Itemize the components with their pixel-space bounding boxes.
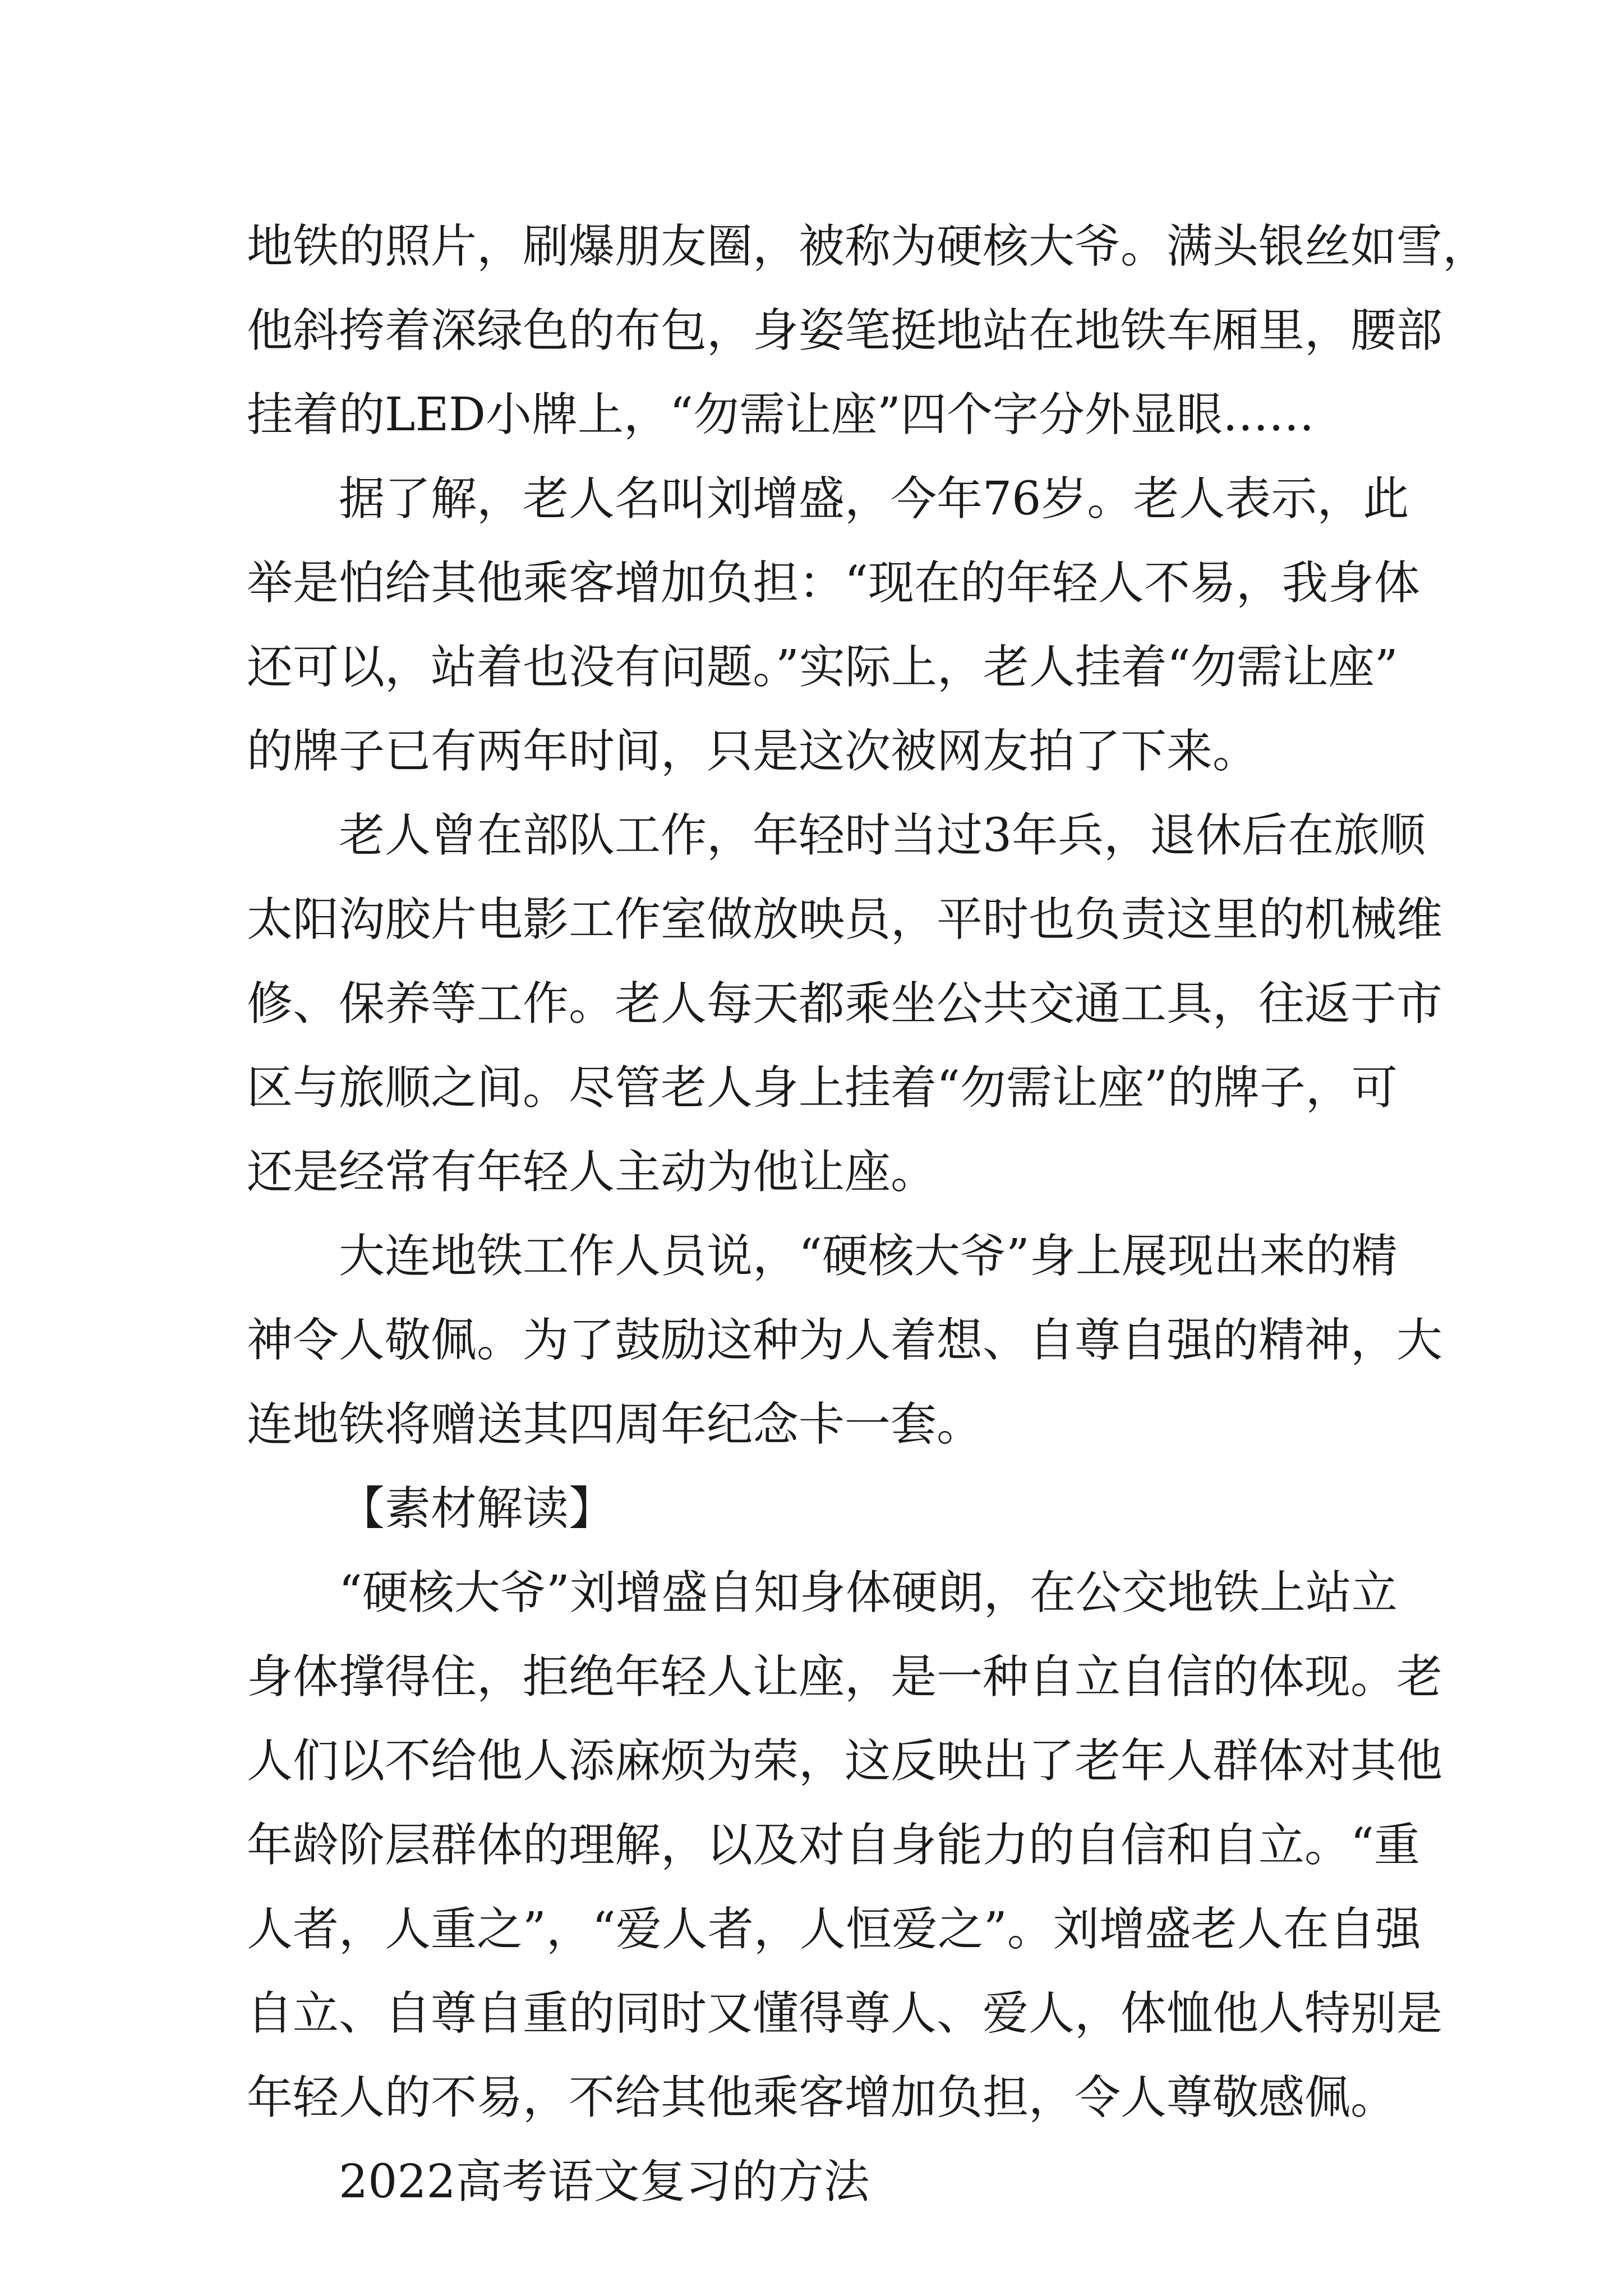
text-line: 还可以，站着也没有问题。”实际上，老人挂着“勿需让座” bbox=[247, 641, 1398, 694]
text-line: 地铁的照片，刷爆朋友圈，被称为硬核大爷。满头银丝如雪， bbox=[247, 220, 1489, 273]
paragraph bbox=[247, 1551, 1443, 2140]
document-body bbox=[247, 205, 1489, 2224]
text-line: “硬核大爷”刘增盛自知身体硬朗，在公交地铁上站立 bbox=[339, 1566, 1398, 1619]
section-heading bbox=[247, 1467, 1391, 1551]
text-line: 连地铁将赠送其四周年纪念卡一套。 bbox=[247, 1398, 983, 1451]
text-line: 人者，人重之”，“爱人者，人恒爱之”。刘增盛老人在自强 bbox=[247, 1903, 1421, 1956]
text-line: 的牌子已有两年时间，只是这次被网友拍了下来。 bbox=[247, 725, 1259, 778]
text-line: 他斜挎着深绿色的布包，身姿笔挺地站在地铁车厢里，腰部 bbox=[247, 304, 1443, 357]
text-line: 挂着的LED小牌上，“勿需让座”四个字分外显眼…… bbox=[247, 388, 1315, 441]
text-line: 修、保养等工作。老人每天都乘坐公共交通工具，往返于市 bbox=[247, 977, 1443, 1030]
title-text: 2022高考语文复习的方法 bbox=[339, 2155, 870, 2208]
paragraph bbox=[247, 794, 1443, 1214]
text-line: 年轻人的不易，不给其他乘客增加负担，令人尊敬感佩。 bbox=[247, 2071, 1397, 2124]
text-line: 大连地铁工作人员说，“硬核大爷”身上展现出来的精 bbox=[339, 1230, 1398, 1283]
text-line: 老人曾在部队工作，年轻时当过3年兵，退休后在旅顺 bbox=[339, 809, 1426, 862]
text-line: 举是怕给其他乘客增加负担：“现在的年轻人不易，我身体 bbox=[247, 556, 1420, 610]
text-line: 太阳沟胶片电影工作室做放映员，平时也负责这里的机械维 bbox=[247, 893, 1443, 946]
text-line: 身体撑得住，拒绝年轻人让座，是一种自立自信的体现。老 bbox=[247, 1650, 1443, 1704]
text-line: 人们以不给他人添麻烦为荣，这反映出了老年人群体对其他 bbox=[247, 1734, 1443, 1788]
text-line: 自立、自尊自重的同时又懂得尊人、爱人，体恤他人特别是 bbox=[247, 1987, 1443, 2040]
paragraph bbox=[247, 1214, 1443, 1467]
text-line: 还是经常有年轻人主动为他让座。 bbox=[247, 1145, 937, 1199]
text-line: 神令人敬佩。为了鼓励这种为人着想、自尊自强的精神，大 bbox=[247, 1314, 1443, 1367]
text-line: 区与旅顺之间。尽管老人身上挂着“勿需让座”的牌子，可 bbox=[247, 1061, 1398, 1115]
paragraph bbox=[247, 457, 1420, 794]
text-line: 据了解，老人名叫刘增盛，今年76岁。老人表示，此 bbox=[339, 472, 1409, 526]
trailing-title bbox=[247, 2140, 1391, 2224]
heading-text: 【素材解读】 bbox=[339, 1482, 615, 1535]
text-line: 年龄阶层群体的理解，以及对自身能力的自信和自立。“重 bbox=[247, 1819, 1420, 1872]
paragraph-continuation bbox=[247, 205, 1489, 457]
